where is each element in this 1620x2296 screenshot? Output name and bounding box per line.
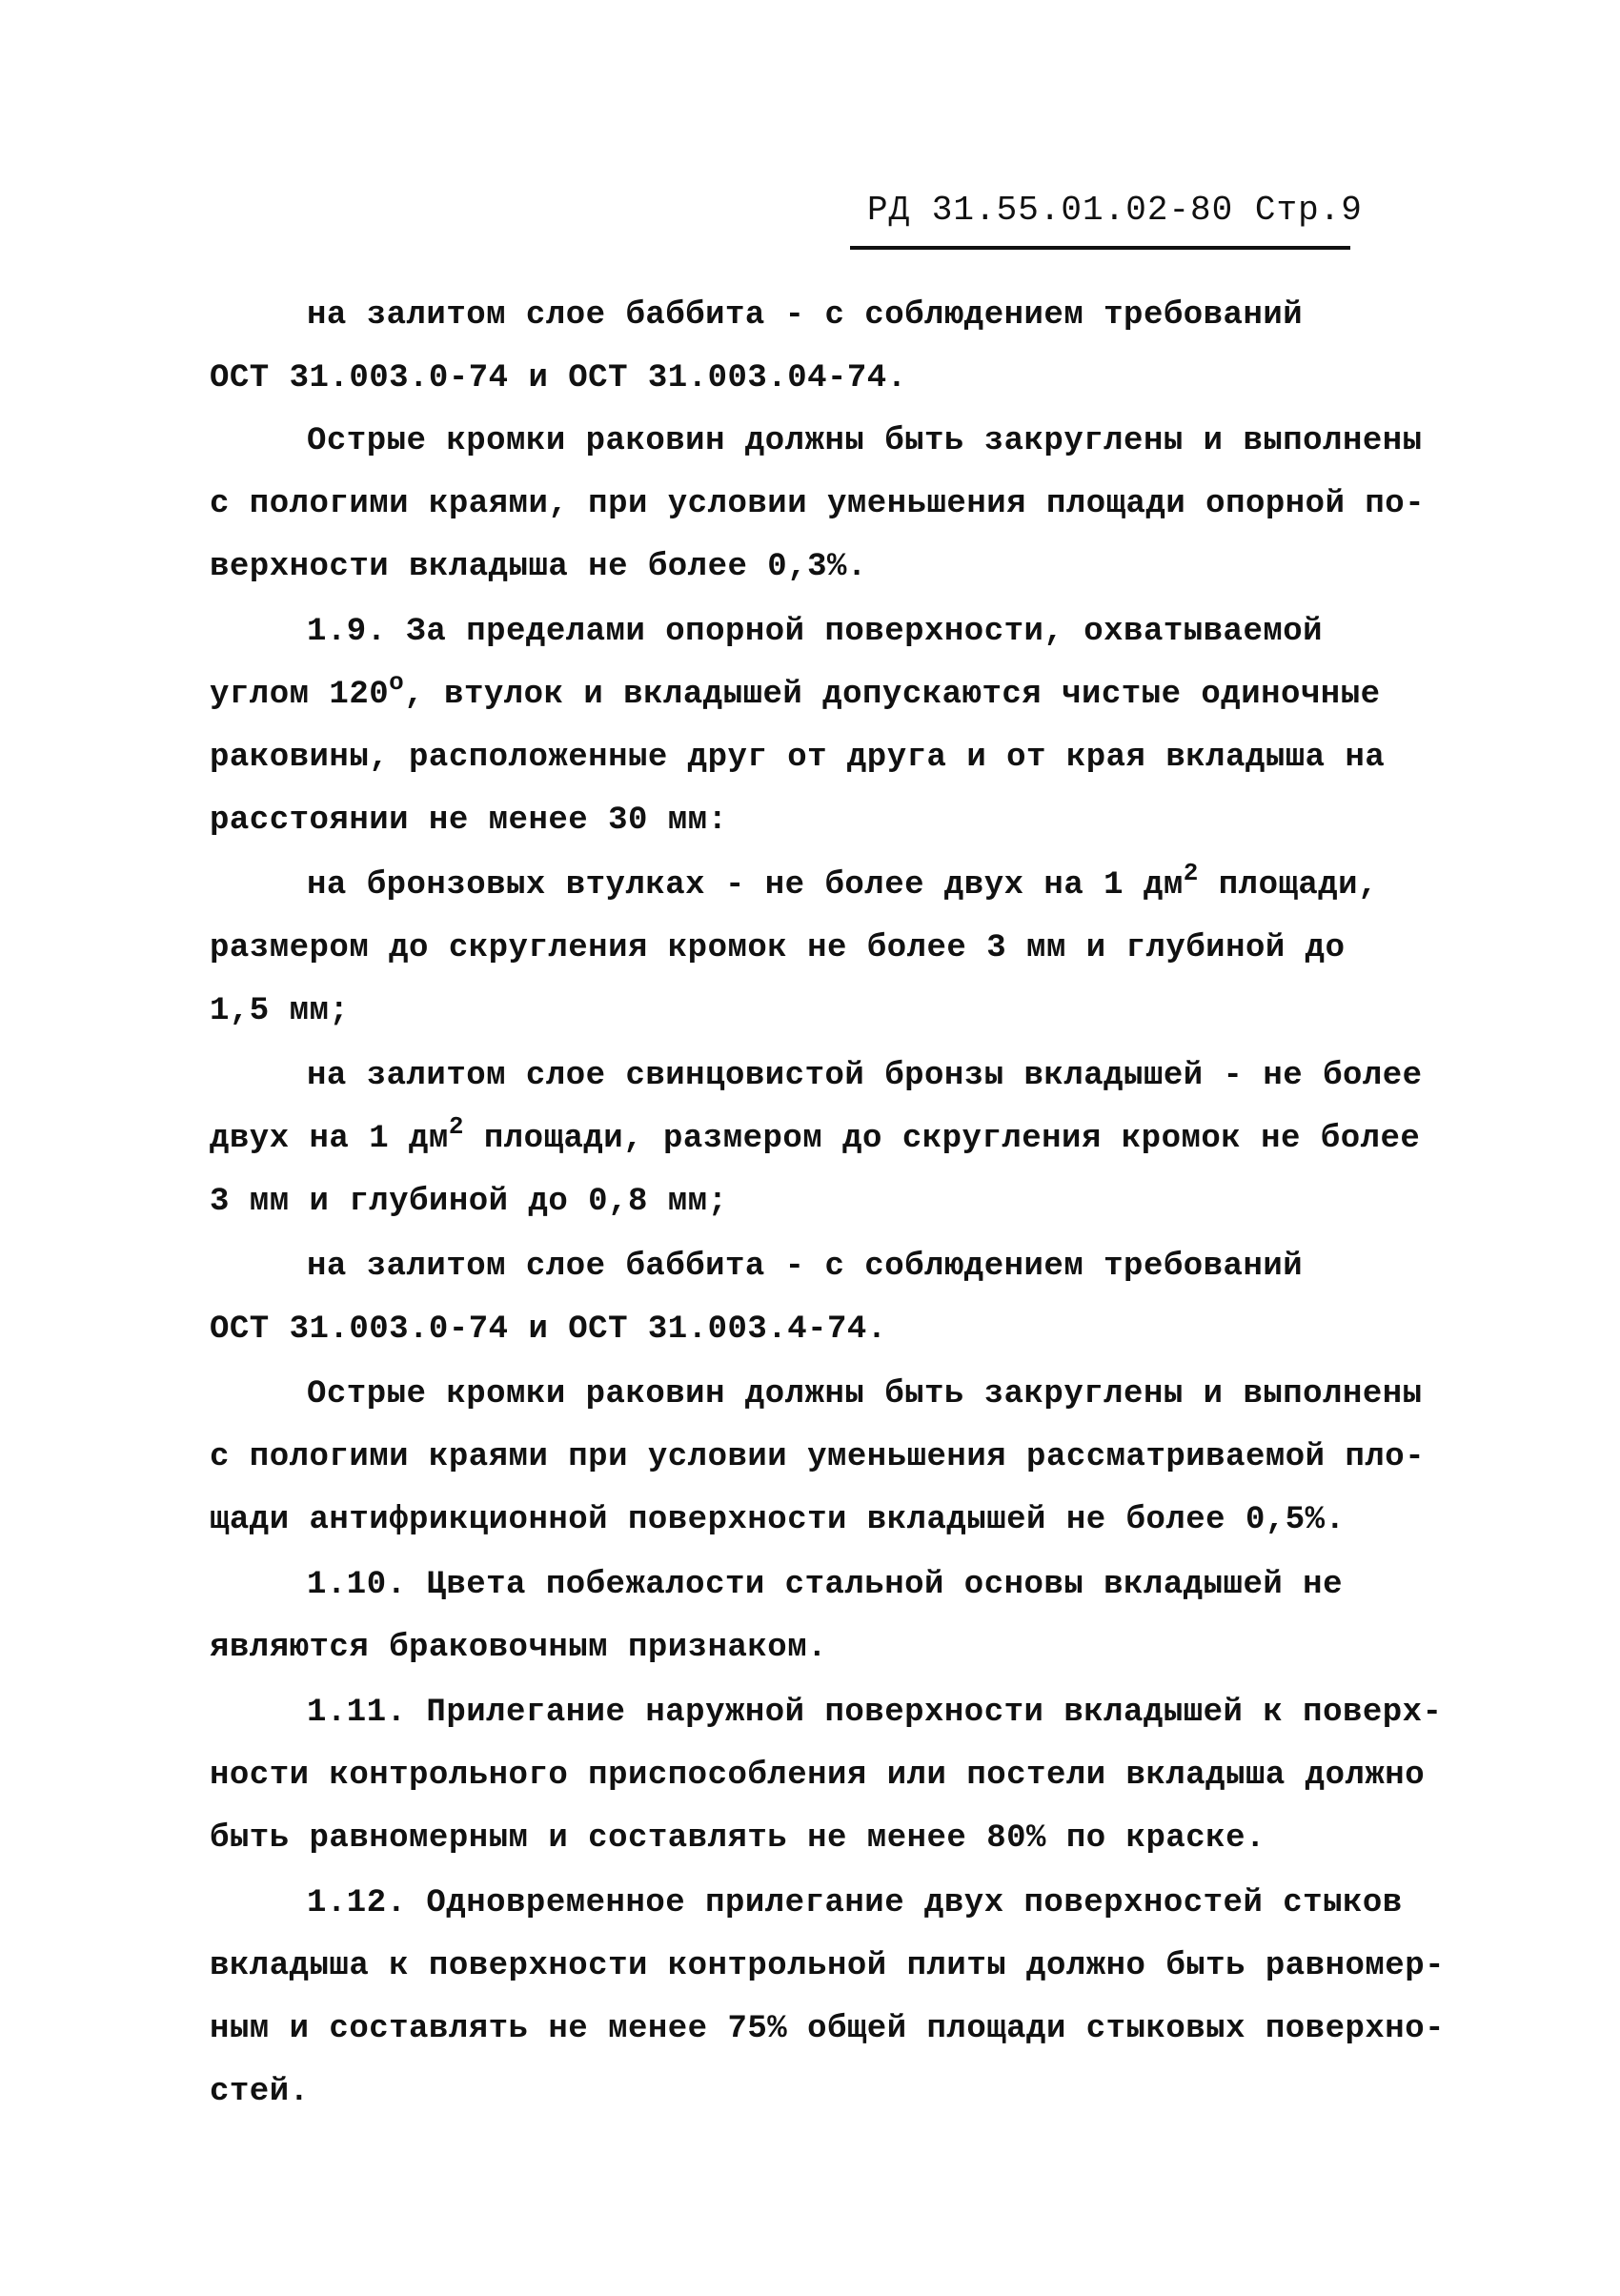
text-line: являются браковочным признаком. <box>210 1630 828 1666</box>
text-line: ным и составлять не менее 75% общей площади стыковых поверхно- <box>210 2011 1446 2047</box>
header-underline <box>850 246 1350 250</box>
text-line: на залитом слое баббита - с соблюдением требований <box>307 297 1304 334</box>
text-line: Острые кромки раковин должны быть закруглены и выполнены <box>307 423 1423 459</box>
text-line: на залитом слое свинцовистой бронзы вкладышей - не более <box>307 1058 1423 1094</box>
text-line: на бронзовых втулках - не более двух на 1 $дм^2$ площади, <box>307 859 1378 904</box>
paragraph-1-12-line: 1.12. Одновременное прилегание двух поверхностей стыков <box>307 1885 1403 1921</box>
text-line: углом $120^о$, втулок и вкладышей допускаются чистые одиночные <box>210 668 1381 713</box>
text-line: стей. <box>210 2074 310 2110</box>
text-line: расстоянии не менее 30 мм: <box>210 803 728 839</box>
paragraph-1-10-line: 1.10. Цвета побежалости стальной основы вкладышей не <box>307 1567 1343 1603</box>
degree-superscript: о <box>389 668 405 697</box>
text-line: раковины, расположенные друг от друга и от края вкладыша на <box>210 740 1386 776</box>
text-line: двух на 1 $дм^2$ площади, размером до скругления кромок не более <box>210 1112 1421 1157</box>
text-line: 1,5 мм; <box>210 993 350 1029</box>
text-line: Острые кромки раковин должны быть закруглены и выполнены <box>307 1376 1423 1412</box>
text-line: ОСТ 31.003.0-74 и ОСТ 31.003.4-74. <box>210 1311 887 1348</box>
text-line: на залитом слое баббита - с соблюдением требований <box>307 1249 1304 1285</box>
document-header: РД 31.55.01.02-80 Стр.9 <box>867 191 1363 230</box>
text-line: ности контрольного приспособления или постели вкладыша должно <box>210 1758 1426 1794</box>
paragraph-1-11-line: 1.11. Прилегание наружной поверхности вкладышей к поверх- <box>307 1695 1443 1731</box>
squared-superscript: 2 <box>448 1112 464 1141</box>
text-line: 3 мм и глубиной до 0,8 мм; <box>210 1184 728 1220</box>
text-line: вкладыша к поверхности контрольной плиты должно быть равномер- <box>210 1948 1446 1984</box>
squared-superscript: 2 <box>1183 859 1199 887</box>
text-line: щади антифрикционной поверхности вкладышей не более 0,5%. <box>210 1502 1346 1538</box>
text-line: размером до скругления кромок не более 3 мм и глубиной до <box>210 930 1346 966</box>
text-line: с пологими краями, при условии уменьшения площади опорной по- <box>210 486 1426 522</box>
text-line: ОСТ 31.003.0-74 и ОСТ 31.003.04-74. <box>210 360 907 396</box>
text-line: с пологими краями при условии уменьшения рассматриваемой пло- <box>210 1439 1426 1475</box>
paragraph-1-9-line: 1.9. За пределами опорной поверхности, охватываемой <box>307 614 1324 650</box>
text-line: быть равномерным и составлять не менее 80% по краске. <box>210 1820 1266 1857</box>
text-line: верхности вкладыша не более 0,3%. <box>210 549 867 585</box>
